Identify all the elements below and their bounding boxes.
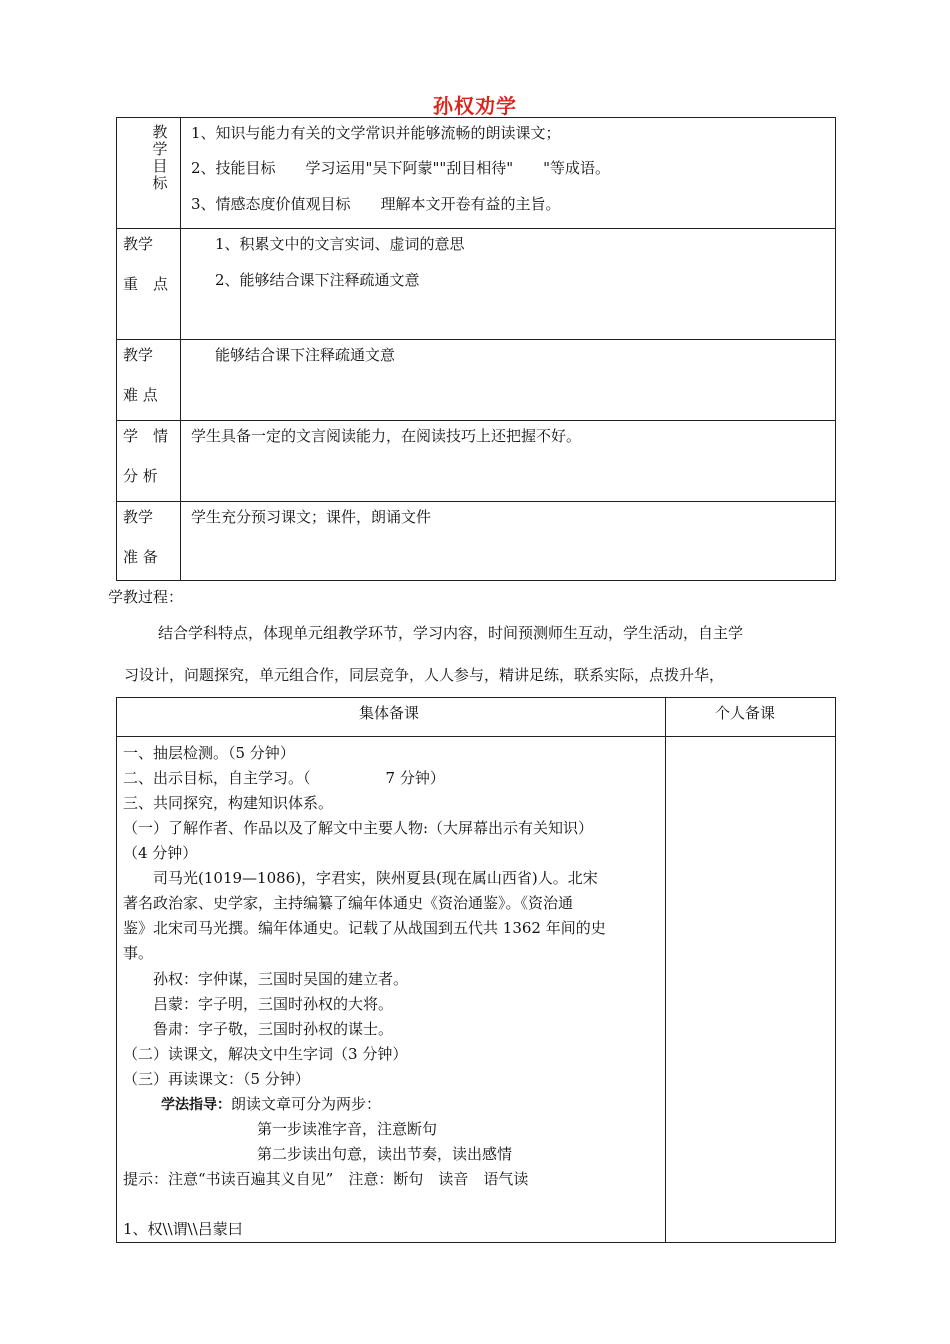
situation-content [181,421,835,501]
prep-label-top: 教学 [123,508,154,526]
difficulty-label-top: 教学 [123,346,154,364]
goals-row [117,118,835,229]
plan-line: 孙权：字仲谋，三国时吴国的建立者。 [123,970,409,988]
method-step-1: 第一步读准字音，注意断句 [257,1120,438,1138]
plan-line: 司马光(1019—1086)，字君实，陕州夏县(现在属山西省)人。北宋 [123,869,598,887]
process-line-1: 结合学科特点，体现单元组教学环节，学习内容，时间预测师生互动，学生活动，自主学 [158,624,744,642]
plan-line: 吕蒙：字子明，三国时孙权的大将。 [123,995,394,1013]
plan-line: （一）了解作者、作品以及了解文中主要人物:（大屏幕出示有关知识） [123,819,594,837]
plan-line: 鲁肃：字子敬，三国时孙权的谋士。 [123,1020,394,1038]
lesson-plan-table [116,697,836,1243]
difficulty-content [181,340,835,420]
plan-line: 鉴》北宋司马光撰。编年体通史。记载了从战国到五代共 1362 年间的史 [123,919,606,937]
plan-line: （4 分钟） [123,844,198,862]
plan-line: 事。 [123,944,154,962]
process-heading: 学教过程： [108,588,184,606]
process-line-2: 习设计，问题探究，单元组合作，同层竞争，人人参与，精讲足练，联系实际，点拨升华， [124,666,725,684]
key-label-top: 教学 [123,235,154,253]
prep-text: 学生充分预习课文；课件，朗诵文件 [191,508,432,526]
key-point-2: 2、能够结合课下注释疏通文意 [215,271,420,289]
situation-label-cell [117,421,181,501]
plan-line: 二、出示目标，自主学习。（ 7 分钟） [123,769,445,787]
goals-label: 教学目标 [152,123,168,192]
goals-label-cell [117,118,181,228]
method-text: 朗读文章可分为两步： [231,1095,382,1113]
document-title: 孙权劝学 [433,94,517,118]
difficulty-label-cell [117,340,181,420]
column-divider [665,698,666,1242]
plan-header-row [117,698,835,737]
plan-line: 一、抽层检测。（5 分钟） [123,744,295,762]
personal-prep-header: 个人备课 [715,704,776,722]
goals-content [181,118,835,228]
goal-item-1: 1、知识与能力有关的文学常识并能够流畅的朗读课文； [191,124,561,142]
situation-text: 学生具备一定的文言阅读能力，在阅读技巧上还把握不好。 [191,427,582,445]
key-label-bottom: 重 点 [123,275,169,293]
prep-content [181,502,835,580]
key-point-1: 1、积累文中的文言实词、虚词的意思 [215,235,465,253]
situation-label-top: 学 情 [123,427,169,445]
method-step-2: 第二步读出句意，读出节奏，读出感情 [257,1145,513,1163]
plan-line: （二）读课文，解决文中生字词（3 分钟） [123,1045,408,1063]
key-points-row [117,229,835,340]
goal-item-3: 3、情感态度价值观目标 理解本文开卷有益的主旨。 [191,195,561,213]
plan-line: 三、共同探究，构建知识体系。 [123,794,334,812]
difficulty-row [117,340,835,421]
plan-line: （三）再读课文：（5 分钟） [123,1070,310,1088]
prep-row [117,502,835,580]
key-label-cell [117,229,181,339]
situation-row [117,421,835,502]
lesson-info-table [116,117,836,581]
sentence-break-example: 1、权\\谓\\吕蒙曰 [123,1220,243,1238]
goal-item-2: 2、技能目标 学习运用"吴下阿蒙""刮目相待" "等成语。 [191,159,611,177]
reading-tip: 提示：注意“书读百遍其义自见” 注意：断句 读音 语气读 [123,1170,529,1188]
prep-label-cell [117,502,181,580]
method-label: 学法指导： [161,1097,231,1113]
difficulty-label-bottom: 难 点 [123,386,158,404]
method-guide [161,1095,381,1114]
plan-line: 著名政治家、史学家，主持编纂了编年体通史《资治通鉴》。《资治通 [123,894,574,912]
prep-label-bottom: 准 备 [123,548,158,566]
situation-label-bottom: 分 析 [123,467,158,485]
collective-prep-header: 集体备课 [359,704,420,722]
difficulty-text: 能够结合课下注释疏通文意 [215,346,396,364]
key-points-content [181,229,835,339]
